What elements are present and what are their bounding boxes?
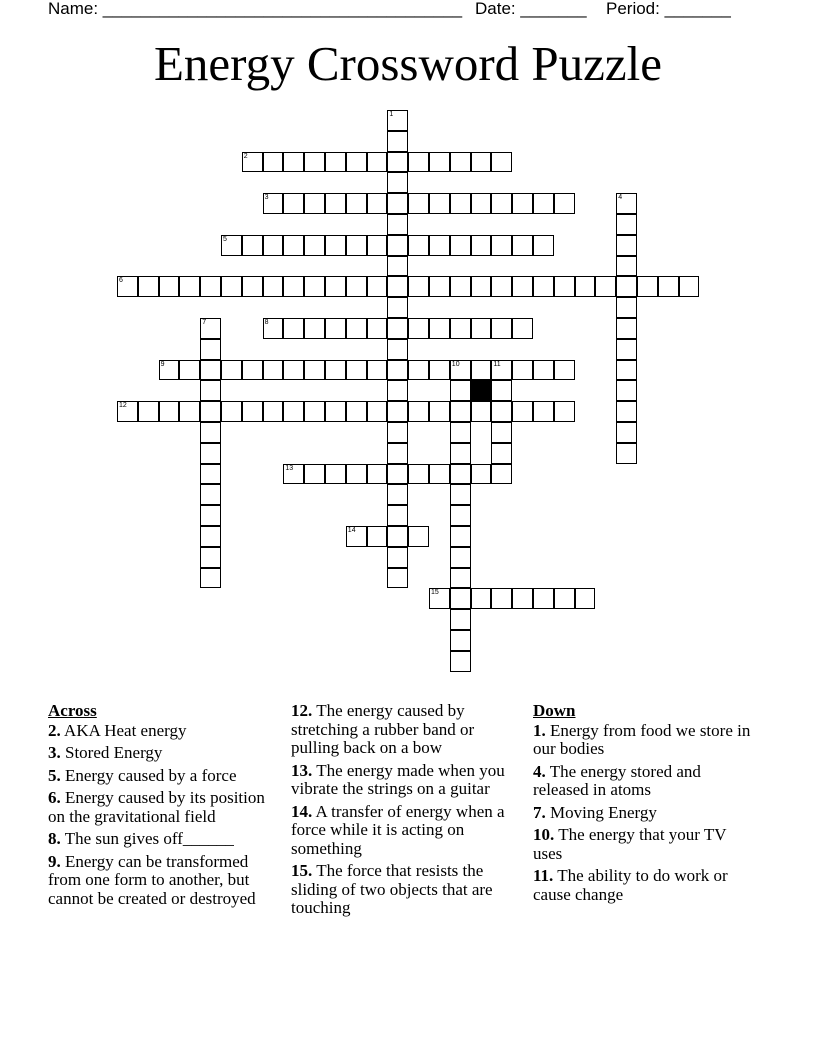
grid-cell[interactable] xyxy=(616,443,637,464)
grid-cell[interactable] xyxy=(554,360,575,381)
grid-cell[interactable] xyxy=(159,360,180,381)
grid-cell[interactable] xyxy=(325,235,346,256)
grid-cell[interactable] xyxy=(387,464,408,485)
clue-down-7: 7. Moving Energy xyxy=(533,802,657,822)
grid-cell[interactable] xyxy=(491,193,512,214)
down-heading: Down xyxy=(533,701,576,720)
grid-cell[interactable] xyxy=(346,235,367,256)
grid-cell[interactable] xyxy=(450,547,471,568)
grid-cell[interactable] xyxy=(138,401,159,422)
grid-cell[interactable] xyxy=(450,630,471,651)
clue-across-2: 2. AKA Heat energy xyxy=(48,720,187,740)
grid-cell[interactable] xyxy=(575,276,596,297)
grid-cell[interactable] xyxy=(471,464,492,485)
clue-number-12: 12 xyxy=(119,402,127,410)
grid-cell[interactable] xyxy=(616,297,637,318)
clue-down-1: 1. Energy from food we store in our bodies xyxy=(533,720,751,758)
grid-cell[interactable] xyxy=(471,360,492,381)
grid-cell[interactable] xyxy=(491,360,512,381)
grid-cell[interactable] xyxy=(387,214,408,235)
grid-cell[interactable] xyxy=(616,339,637,360)
clue-number-1: 1 xyxy=(389,111,394,118)
grid-cell[interactable] xyxy=(283,401,304,422)
grid-cell[interactable] xyxy=(450,235,471,256)
grid-cell[interactable] xyxy=(200,443,221,464)
clue-down-4: 4. The energy stored and released in atoms xyxy=(533,761,701,799)
grid-cell[interactable] xyxy=(200,464,221,485)
grid-cell[interactable] xyxy=(450,401,471,422)
grid-cell[interactable] xyxy=(325,360,346,381)
grid-cell[interactable] xyxy=(200,360,221,381)
grid-cell[interactable] xyxy=(429,318,450,339)
grid-cell[interactable] xyxy=(429,235,450,256)
grid-cell[interactable] xyxy=(450,609,471,630)
grid-cell[interactable] xyxy=(283,235,304,256)
grid-cell[interactable] xyxy=(387,443,408,464)
grid-cell[interactable] xyxy=(304,464,325,485)
grid-cell[interactable] xyxy=(616,360,637,381)
grid-cell[interactable] xyxy=(491,318,512,339)
grid-cell[interactable] xyxy=(387,318,408,339)
grid-cell[interactable] xyxy=(325,401,346,422)
clue-number-7: 7 xyxy=(202,319,207,326)
student-info-line xyxy=(48,0,748,22)
grid-cell[interactable] xyxy=(616,256,637,277)
grid-cell[interactable] xyxy=(200,422,221,443)
grid-cell[interactable] xyxy=(408,360,429,381)
grid-cell[interactable] xyxy=(471,152,492,173)
grid-cell[interactable] xyxy=(616,380,637,401)
grid-cell[interactable] xyxy=(367,464,388,485)
grid-cell[interactable] xyxy=(304,152,325,173)
grid-cell[interactable] xyxy=(200,547,221,568)
page-title: Energy Crossword Puzzle xyxy=(153,36,663,91)
grid-cell[interactable] xyxy=(408,526,429,547)
grid-cell[interactable] xyxy=(221,360,242,381)
grid-cell[interactable] xyxy=(554,588,575,609)
grid-cell[interactable] xyxy=(533,276,554,297)
grid-cell[interactable] xyxy=(387,256,408,277)
clue-number-5: 5 xyxy=(223,235,227,243)
clue-number-11: 11 xyxy=(493,360,501,368)
grid-cell[interactable] xyxy=(179,360,200,381)
grid-cell[interactable] xyxy=(491,235,512,256)
grid-cell[interactable] xyxy=(679,276,700,297)
grid-cell[interactable] xyxy=(304,276,325,297)
grid-cell[interactable] xyxy=(387,297,408,318)
clue-across-14: 14. A transfer of energy when a force while it is acting on something xyxy=(291,801,505,858)
grid-cell[interactable] xyxy=(491,152,512,173)
grid-cell[interactable] xyxy=(346,401,367,422)
grid-cell[interactable] xyxy=(367,360,388,381)
grid-cell[interactable] xyxy=(408,152,429,173)
clue-number-10: 10 xyxy=(451,360,460,368)
grid-cell[interactable] xyxy=(325,318,346,339)
grid-cell[interactable] xyxy=(408,401,429,422)
grid-cell[interactable] xyxy=(221,401,242,422)
clue-down-11: 11. The ability to do work or cause change xyxy=(533,866,728,904)
grid-cell[interactable] xyxy=(304,235,325,256)
grid-cell[interactable] xyxy=(200,339,221,360)
grid-cell[interactable] xyxy=(450,484,471,505)
grid-cell[interactable] xyxy=(450,464,471,485)
grid-cell[interactable] xyxy=(367,526,388,547)
grid-cell[interactable] xyxy=(491,380,512,401)
clue-across-9: 9. Energy can be transformed from one form to another, but cannot be created or destroyed xyxy=(48,851,256,908)
grid-cell[interactable] xyxy=(346,193,367,214)
grid-cell[interactable] xyxy=(512,318,533,339)
grid-cell[interactable] xyxy=(533,588,554,609)
grid-cell[interactable] xyxy=(387,339,408,360)
grid-cell[interactable] xyxy=(658,276,679,297)
across-clues-column-2 xyxy=(291,702,523,922)
grid-cell[interactable] xyxy=(491,401,512,422)
grid-cell[interactable] xyxy=(450,526,471,547)
grid-cell[interactable] xyxy=(138,276,159,297)
grid-cell[interactable] xyxy=(200,568,221,589)
grid-cell[interactable] xyxy=(429,193,450,214)
grid-cell[interactable] xyxy=(616,318,637,339)
grid-cell[interactable] xyxy=(450,152,471,173)
grid-cell[interactable] xyxy=(471,318,492,339)
grid-cell[interactable] xyxy=(575,588,596,609)
grid-cell[interactable] xyxy=(346,526,367,547)
grid-cell[interactable] xyxy=(533,401,554,422)
grid-cell[interactable] xyxy=(304,318,325,339)
grid-cell[interactable] xyxy=(387,526,408,547)
grid-cell[interactable] xyxy=(387,360,408,381)
grid-cell[interactable] xyxy=(408,193,429,214)
grid-cell[interactable] xyxy=(283,318,304,339)
grid-cell[interactable] xyxy=(554,193,575,214)
grid-cell[interactable] xyxy=(554,401,575,422)
grid-cell[interactable] xyxy=(242,401,263,422)
grid-cell[interactable] xyxy=(491,422,512,443)
grid-cell[interactable] xyxy=(616,422,637,443)
grid-cell[interactable] xyxy=(408,235,429,256)
grid-cell[interactable] xyxy=(491,276,512,297)
clue-number-13: 13 xyxy=(285,464,294,472)
grid-cell[interactable] xyxy=(554,276,575,297)
grid-cell[interactable] xyxy=(512,235,533,256)
clue-across-3: 3. Stored Energy xyxy=(48,743,163,762)
grid-cell[interactable] xyxy=(304,193,325,214)
grid-cell[interactable] xyxy=(346,464,367,485)
grid-cell[interactable] xyxy=(387,422,408,443)
clue-across-13: 13. The energy made when you vibrate the strings on a guitar xyxy=(291,760,505,798)
grid-cell[interactable] xyxy=(637,276,658,297)
grid-cell[interactable] xyxy=(387,276,408,297)
grid-cell[interactable] xyxy=(595,276,616,297)
grid-cell[interactable] xyxy=(304,401,325,422)
clue-number-6: 6 xyxy=(119,277,123,285)
grid-cell[interactable] xyxy=(387,193,408,214)
grid-cell[interactable] xyxy=(283,464,304,485)
grid-cell[interactable] xyxy=(471,588,492,609)
grid-cell[interactable] xyxy=(263,318,284,339)
grid-cell[interactable] xyxy=(491,588,512,609)
grid-cell[interactable] xyxy=(346,152,367,173)
clue-across-8: 8. The sun gives off______ xyxy=(48,829,234,848)
grid-cell[interactable] xyxy=(346,318,367,339)
grid-cell[interactable] xyxy=(616,235,637,256)
grid-cell[interactable] xyxy=(367,276,388,297)
grid-cell[interactable] xyxy=(533,193,554,214)
grid-cell[interactable] xyxy=(533,360,554,381)
clue-number-15: 15 xyxy=(431,589,439,597)
grid-cell[interactable] xyxy=(283,360,304,381)
grid-cell[interactable] xyxy=(512,401,533,422)
grid-cell[interactable] xyxy=(387,131,408,152)
grid-cell[interactable] xyxy=(491,443,512,464)
grid-cell[interactable] xyxy=(450,318,471,339)
grid-cell[interactable] xyxy=(325,152,346,173)
grid-cell[interactable] xyxy=(263,401,284,422)
grid-cell[interactable] xyxy=(179,276,200,297)
clue-across-5: 5. Energy caused by a force xyxy=(48,765,237,785)
grid-cell[interactable] xyxy=(304,360,325,381)
clue-number-9: 9 xyxy=(160,360,165,368)
clue-number-3: 3 xyxy=(264,194,269,202)
grid-cell[interactable] xyxy=(263,276,284,297)
grid-cell[interactable] xyxy=(471,235,492,256)
grid-cell[interactable] xyxy=(616,214,637,235)
grid-cell[interactable] xyxy=(533,235,554,256)
grid-cell[interactable] xyxy=(159,401,180,422)
black-cell xyxy=(471,380,492,401)
grid-cell[interactable] xyxy=(512,193,533,214)
grid-cell[interactable] xyxy=(263,193,284,214)
clue-number-14: 14 xyxy=(347,527,356,534)
clue-across-12: 12. The energy caused by stretching a rubber band or pulling back on a bow xyxy=(291,701,475,757)
grid-cell[interactable] xyxy=(387,505,408,526)
down-clues-column xyxy=(533,702,758,908)
grid-cell[interactable] xyxy=(283,193,304,214)
period-field[interactable]: Period: _______ xyxy=(606,0,731,18)
grid-cell[interactable] xyxy=(429,588,450,609)
grid-cell[interactable] xyxy=(512,360,533,381)
grid-cell[interactable] xyxy=(200,526,221,547)
grid-cell[interactable] xyxy=(242,152,263,173)
grid-cell[interactable] xyxy=(471,401,492,422)
name-field[interactable]: Name: ______________________________________ xyxy=(48,0,463,18)
grid-cell[interactable] xyxy=(450,651,471,672)
grid-cell[interactable] xyxy=(408,464,429,485)
grid-cell[interactable] xyxy=(512,276,533,297)
grid-cell[interactable] xyxy=(346,276,367,297)
clue-number-8: 8 xyxy=(264,319,269,326)
grid-cell[interactable] xyxy=(429,152,450,173)
grid-cell[interactable] xyxy=(367,318,388,339)
grid-cell[interactable] xyxy=(408,318,429,339)
grid-cell[interactable] xyxy=(512,588,533,609)
grid-cell[interactable] xyxy=(200,484,221,505)
grid-cell[interactable] xyxy=(367,193,388,214)
grid-cell[interactable] xyxy=(450,380,471,401)
grid-cell[interactable] xyxy=(387,235,408,256)
grid-cell[interactable] xyxy=(117,276,138,297)
grid-cell[interactable] xyxy=(263,360,284,381)
grid-cell[interactable] xyxy=(283,276,304,297)
grid-cell[interactable] xyxy=(616,276,637,297)
grid-cell[interactable] xyxy=(450,276,471,297)
grid-cell[interactable] xyxy=(117,401,138,422)
grid-cell[interactable] xyxy=(387,401,408,422)
grid-cell[interactable] xyxy=(200,401,221,422)
grid-cell[interactable] xyxy=(429,360,450,381)
grid-cell[interactable] xyxy=(491,464,512,485)
grid-cell[interactable] xyxy=(200,505,221,526)
grid-cell[interactable] xyxy=(616,401,637,422)
grid-cell[interactable] xyxy=(346,360,367,381)
grid-cell[interactable] xyxy=(429,401,450,422)
grid-cell[interactable] xyxy=(450,193,471,214)
grid-cell[interactable] xyxy=(387,484,408,505)
grid-cell[interactable] xyxy=(387,152,408,173)
clue-number-2: 2 xyxy=(243,152,248,160)
grid-cell[interactable] xyxy=(471,193,492,214)
grid-cell[interactable] xyxy=(387,568,408,589)
grid-cell[interactable] xyxy=(200,318,221,339)
grid-cell[interactable] xyxy=(387,547,408,568)
grid-cell[interactable] xyxy=(387,110,408,131)
across-heading: Across xyxy=(48,701,97,720)
date-field[interactable]: Date: _______ xyxy=(475,0,587,18)
grid-cell[interactable] xyxy=(367,401,388,422)
grid-cell[interactable] xyxy=(242,235,263,256)
grid-cell[interactable] xyxy=(325,464,346,485)
grid-cell[interactable] xyxy=(200,380,221,401)
grid-cell[interactable] xyxy=(471,276,492,297)
grid-cell[interactable] xyxy=(450,443,471,464)
grid-cell[interactable] xyxy=(283,152,304,173)
clue-across-15: 15. The force that resists the sliding of two objects that are touching xyxy=(291,861,493,917)
grid-cell[interactable] xyxy=(179,401,200,422)
grid-cell[interactable] xyxy=(242,360,263,381)
grid-cell[interactable] xyxy=(159,276,180,297)
grid-cell[interactable] xyxy=(325,276,346,297)
grid-cell[interactable] xyxy=(221,235,242,256)
grid-cell[interactable] xyxy=(325,193,346,214)
clue-number-4: 4 xyxy=(618,194,623,202)
grid-cell[interactable] xyxy=(450,588,471,609)
grid-cell[interactable] xyxy=(367,235,388,256)
grid-cell[interactable] xyxy=(429,276,450,297)
grid-cell[interactable] xyxy=(450,360,471,381)
across-clues-column-1 xyxy=(48,702,278,912)
grid-cell[interactable] xyxy=(263,152,284,173)
grid-cell[interactable] xyxy=(450,422,471,443)
grid-cell[interactable] xyxy=(263,235,284,256)
grid-cell[interactable] xyxy=(387,380,408,401)
grid-cell[interactable] xyxy=(221,276,242,297)
grid-cell[interactable] xyxy=(429,464,450,485)
grid-cell[interactable] xyxy=(450,568,471,589)
grid-cell[interactable] xyxy=(242,276,263,297)
grid-cell[interactable] xyxy=(408,276,429,297)
grid-cell[interactable] xyxy=(387,172,408,193)
grid-cell[interactable] xyxy=(200,276,221,297)
grid-cell[interactable] xyxy=(616,193,637,214)
clue-down-10: 10. The energy that your TV uses xyxy=(533,825,727,863)
clue-across-6: 6. Energy caused by its position on the gravitational field xyxy=(48,788,265,826)
grid-cell[interactable] xyxy=(450,505,471,526)
grid-cell[interactable] xyxy=(367,152,388,173)
